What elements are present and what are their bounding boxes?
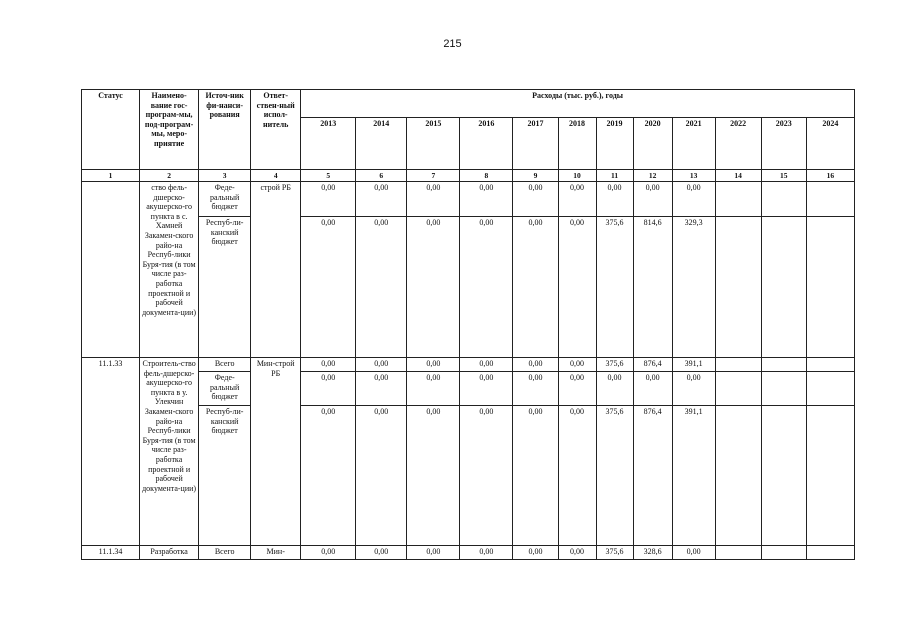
page-number: 215: [443, 38, 462, 50]
col-number: 15: [761, 170, 806, 182]
header-responsible: Ответ-ствен-ный испол-нитель: [251, 90, 301, 170]
value-cell: 375,6: [596, 406, 633, 546]
value-cell: 0,00: [558, 358, 596, 372]
value-cell: 0,00: [301, 372, 356, 406]
measure-name: Разработка: [140, 546, 199, 560]
value-cell: 876,4: [633, 406, 672, 546]
col-number: 11: [596, 170, 633, 182]
responsible-executor: строй РБ: [251, 182, 301, 358]
measure-name: ство фель-дшерско-акушерско-го пункта в с. Хамней Закамен-ского райо-на Респуб-лики Буря-тия (в том числе раз-работка проектной и рабочей документа-ции): [140, 182, 199, 358]
value-cell: 0,00: [460, 217, 513, 358]
value-cell: 375,6: [596, 358, 633, 372]
year-header: 2021: [672, 118, 715, 170]
value-cell: 0,00: [356, 182, 407, 217]
col-number: 6: [356, 170, 407, 182]
year-header: 2016: [460, 118, 513, 170]
year-header: 2018: [558, 118, 596, 170]
empty-cell: [715, 358, 761, 372]
value-cell: 0,00: [460, 372, 513, 406]
year-header: 2023: [761, 118, 806, 170]
col-number: 4: [251, 170, 301, 182]
value-cell: 0,00: [672, 182, 715, 217]
value-cell: 0,00: [407, 406, 460, 546]
header-source: Источ-ник фи-нанси-рования: [199, 90, 251, 170]
col-number: 12: [633, 170, 672, 182]
value-cell: 391,1: [672, 358, 715, 372]
col-number: 10: [558, 170, 596, 182]
value-cell: 876,4: [633, 358, 672, 372]
value-cell: 0,00: [356, 217, 407, 358]
status-cell: [82, 182, 140, 358]
value-cell: 0,00: [596, 182, 633, 217]
empty-cell: [761, 372, 806, 406]
value-cell: 0,00: [513, 546, 558, 560]
value-cell: 0,00: [513, 217, 558, 358]
header-status: Статус: [82, 90, 140, 170]
value-cell: 0,00: [301, 217, 356, 358]
value-cell: 0,00: [672, 546, 715, 560]
empty-cell: [806, 217, 854, 358]
value-cell: 0,00: [460, 546, 513, 560]
year-header: 2020: [633, 118, 672, 170]
responsible-executor: Мин-: [251, 546, 301, 560]
col-number: 5: [301, 170, 356, 182]
value-cell: 0,00: [356, 372, 407, 406]
value-cell: 0,00: [301, 546, 356, 560]
value-cell: 0,00: [460, 358, 513, 372]
budget-table: [81, 89, 855, 560]
value-cell: 0,00: [558, 182, 596, 217]
value-cell: 0,00: [407, 372, 460, 406]
value-cell: 0,00: [407, 217, 460, 358]
value-cell: 0,00: [558, 372, 596, 406]
value-cell: 0,00: [356, 546, 407, 560]
value-cell: 0,00: [356, 358, 407, 372]
year-header: 2024: [806, 118, 854, 170]
value-cell: 0,00: [558, 217, 596, 358]
funding-source: Всего: [199, 546, 251, 560]
status-cell: 11.1.34: [82, 546, 140, 560]
value-cell: 0,00: [513, 372, 558, 406]
status-cell: 11.1.33: [82, 358, 140, 546]
value-cell: 0,00: [633, 372, 672, 406]
value-cell: 391,1: [672, 406, 715, 546]
year-header: 2013: [301, 118, 356, 170]
value-cell: 0,00: [301, 182, 356, 217]
value-cell: 375,6: [596, 546, 633, 560]
value-cell: 0,00: [460, 182, 513, 217]
value-cell: 0,00: [558, 546, 596, 560]
column-number-row: [82, 170, 855, 182]
table-row: [82, 182, 855, 217]
header-row-1: [82, 90, 855, 118]
col-number: 13: [672, 170, 715, 182]
value-cell: 0,00: [407, 358, 460, 372]
year-header: 2015: [407, 118, 460, 170]
empty-cell: [806, 372, 854, 406]
table-row: [82, 546, 855, 560]
empty-cell: [715, 182, 761, 217]
value-cell: 375,6: [596, 217, 633, 358]
measure-name: Строитель-ство фель-дшерско-акушерско-го пункта в у. Улекчин Закамен-ского райо-на Респуб-лики Буря-тия (в том числе раз-работка проектной и рабочей документа-ции): [140, 358, 199, 546]
col-number: 14: [715, 170, 761, 182]
empty-cell: [806, 546, 854, 560]
empty-cell: [761, 546, 806, 560]
funding-source: Респуб-ли-канский бюджет: [199, 217, 251, 358]
value-cell: 328,6: [633, 546, 672, 560]
value-cell: 0,00: [513, 358, 558, 372]
empty-cell: [761, 358, 806, 372]
col-number: 2: [140, 170, 199, 182]
col-number: 1: [82, 170, 140, 182]
value-cell: 329,3: [672, 217, 715, 358]
value-cell: 0,00: [558, 406, 596, 546]
empty-cell: [715, 546, 761, 560]
empty-cell: [715, 372, 761, 406]
value-cell: 0,00: [513, 182, 558, 217]
empty-cell: [806, 358, 854, 372]
col-number: 7: [407, 170, 460, 182]
value-cell: 0,00: [460, 406, 513, 546]
col-number: 16: [806, 170, 854, 182]
empty-cell: [806, 182, 854, 217]
funding-source: Респуб-ли-канский бюджет: [199, 406, 251, 546]
value-cell: 0,00: [301, 406, 356, 546]
value-cell: 0,00: [356, 406, 407, 546]
empty-cell: [761, 182, 806, 217]
funding-source: Феде-ральный бюджет: [199, 182, 251, 217]
empty-cell: [715, 217, 761, 358]
year-header: 2022: [715, 118, 761, 170]
value-cell: 0,00: [596, 372, 633, 406]
col-number: 8: [460, 170, 513, 182]
empty-cell: [761, 217, 806, 358]
year-header: 2017: [513, 118, 558, 170]
col-number: 9: [513, 170, 558, 182]
empty-cell: [715, 406, 761, 546]
header-expenses: Расходы (тыс. руб.), годы: [301, 90, 855, 118]
value-cell: 0,00: [633, 182, 672, 217]
year-header: 2019: [596, 118, 633, 170]
header-name: Наимено-вание гос-програм-мы, под-програм-мы, меро-приятие: [140, 90, 199, 170]
empty-cell: [761, 406, 806, 546]
table-row: [82, 358, 855, 372]
col-number: 3: [199, 170, 251, 182]
funding-source: Феде-ральный бюджет: [199, 372, 251, 406]
value-cell: 0,00: [407, 546, 460, 560]
value-cell: 814,6: [633, 217, 672, 358]
responsible-executor: Мин-строй РБ: [251, 358, 301, 546]
empty-cell: [806, 406, 854, 546]
value-cell: 0,00: [407, 182, 460, 217]
funding-source: Всего: [199, 358, 251, 372]
value-cell: 0,00: [672, 372, 715, 406]
year-header: 2014: [356, 118, 407, 170]
value-cell: 0,00: [513, 406, 558, 546]
value-cell: 0,00: [301, 358, 356, 372]
